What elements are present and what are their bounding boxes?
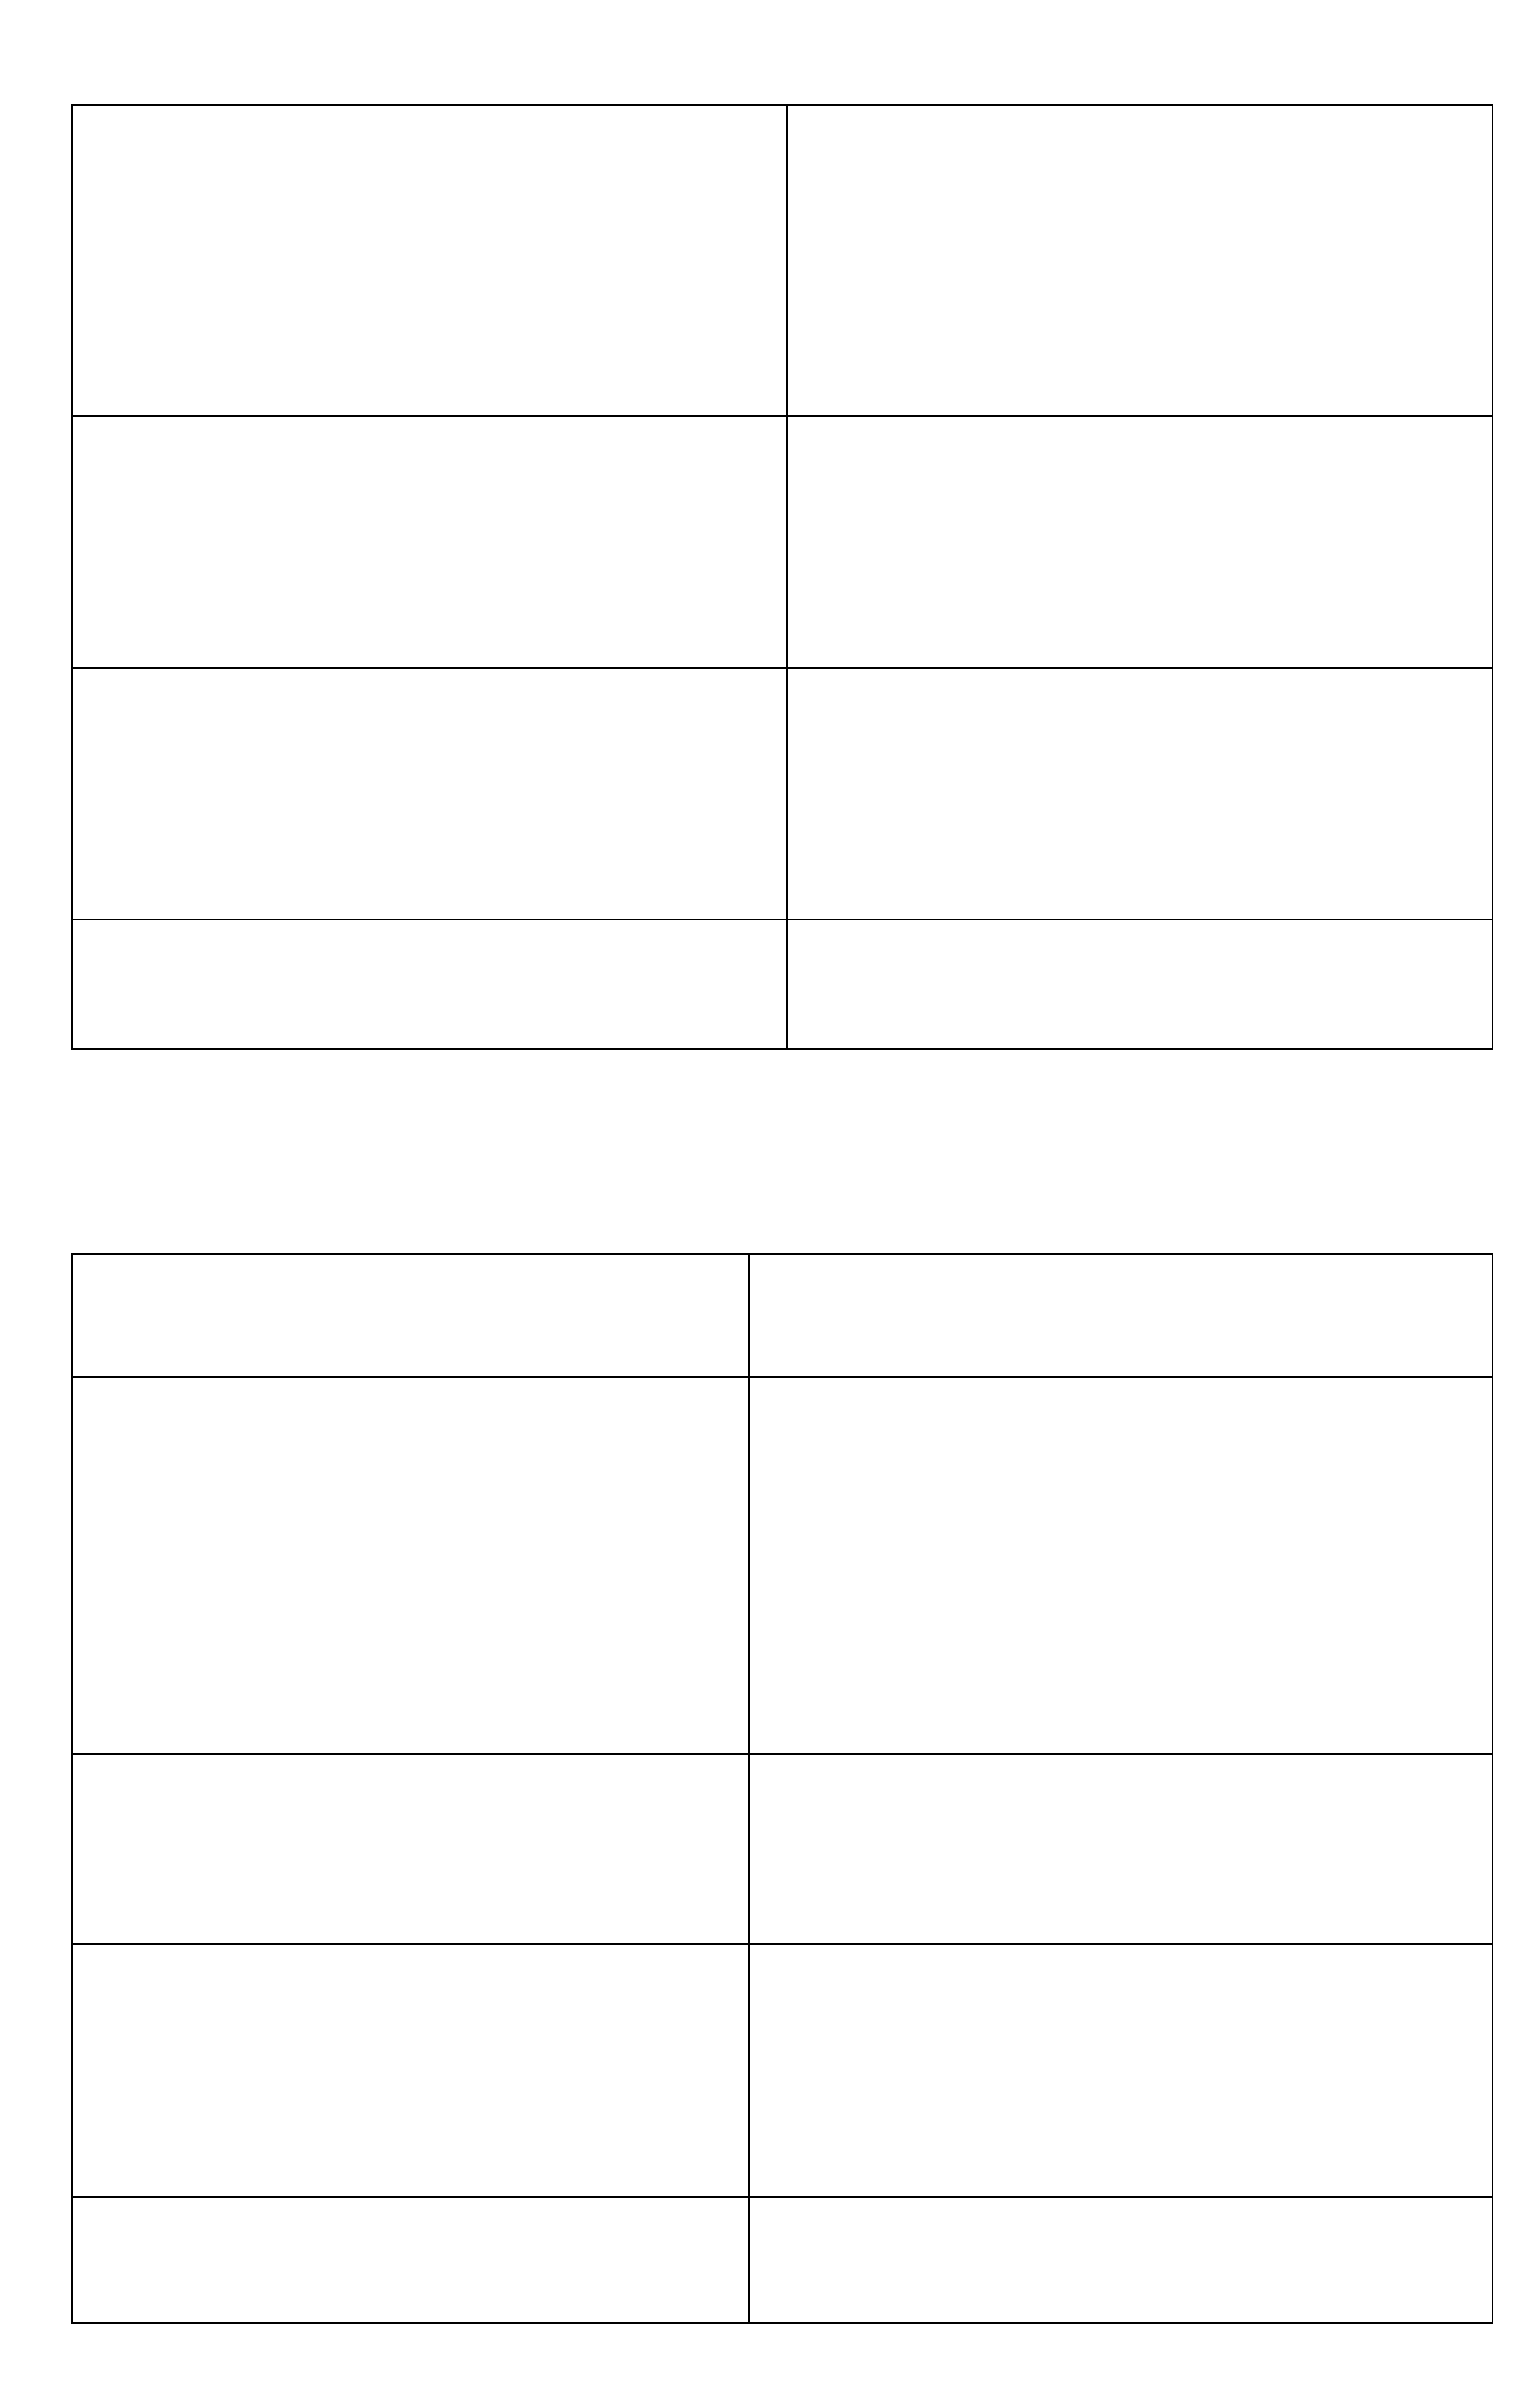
es-row2-left-cell	[73, 417, 788, 669]
column-header	[96, 1257, 729, 1320]
text-line	[96, 544, 767, 607]
text-line	[813, 734, 1472, 797]
ru-row1-left-cell	[73, 1378, 750, 1755]
text-line	[96, 1381, 729, 1443]
ru-header-left-cell	[73, 1255, 750, 1378]
text-line	[813, 607, 1472, 669]
text-line	[96, 2073, 729, 2135]
text-line	[771, 2263, 1472, 2326]
text-line	[771, 1630, 1472, 1693]
text-line	[96, 482, 767, 544]
text-line	[96, 986, 767, 1048]
text-line	[771, 1506, 1472, 1568]
text-line	[96, 2010, 729, 2073]
text-line	[813, 482, 1472, 544]
text-line	[96, 797, 767, 859]
text-line	[771, 1758, 1472, 1820]
text-line	[771, 1820, 1472, 1883]
es-row2-right-cell	[788, 417, 1492, 669]
text-line	[96, 923, 767, 986]
text-line	[96, 420, 767, 482]
russian-table	[71, 1253, 1493, 2324]
ru-row4-right-cell	[750, 2198, 1492, 2322]
ru-row2-left-cell	[73, 1755, 750, 1945]
text-line	[96, 1948, 729, 2010]
ru-row2-right-cell	[750, 1755, 1492, 1945]
text-line	[96, 672, 767, 734]
text-line	[96, 2263, 729, 2326]
ru-row3-right-cell	[750, 1945, 1492, 2198]
text-line	[96, 859, 767, 921]
text-line	[813, 296, 1472, 358]
text-line	[96, 1758, 729, 1820]
text-line	[813, 420, 1472, 482]
column-header	[771, 1257, 1472, 1320]
text-line	[771, 2135, 1472, 2197]
text-line	[813, 171, 1472, 234]
ru-row3-left-cell	[73, 1945, 750, 2198]
text-line	[813, 234, 1472, 296]
ru-row4-left-cell	[73, 2198, 750, 2322]
es-row3-left-cell	[73, 669, 788, 920]
text-line	[771, 1693, 1472, 1755]
text-line	[813, 797, 1472, 859]
text-line	[96, 1820, 729, 1883]
text-line	[813, 109, 1472, 171]
text-line	[771, 2010, 1472, 2073]
text-line	[96, 1443, 729, 1506]
text-line	[813, 859, 1472, 921]
text-line	[96, 171, 767, 234]
text-line	[771, 2201, 1472, 2263]
ru-header-right-cell	[750, 1255, 1492, 1378]
es-row4-left-cell	[73, 920, 788, 1048]
es-row4-right-cell	[788, 920, 1492, 1048]
text-line	[771, 1568, 1472, 1630]
text-line	[96, 109, 767, 171]
ru-row1-right-cell	[750, 1378, 1492, 1755]
text-line	[771, 1443, 1472, 1506]
text-line	[771, 1381, 1472, 1443]
text-line	[771, 1948, 1472, 2010]
text-line	[813, 672, 1472, 734]
text-line	[96, 1883, 729, 1945]
es-row1-left-cell	[73, 106, 788, 417]
es-row1-right-cell	[788, 106, 1492, 417]
text-line	[771, 1883, 1472, 1945]
text-line	[813, 923, 1472, 986]
text-line	[813, 358, 1472, 421]
text-line	[813, 544, 1472, 607]
spanish-table	[71, 104, 1493, 1050]
text-line	[96, 734, 767, 797]
text-line	[771, 2073, 1472, 2135]
text-line	[96, 2135, 729, 2197]
text-line	[96, 2201, 729, 2263]
es-row3-right-cell	[788, 669, 1492, 920]
text-line	[813, 986, 1472, 1048]
